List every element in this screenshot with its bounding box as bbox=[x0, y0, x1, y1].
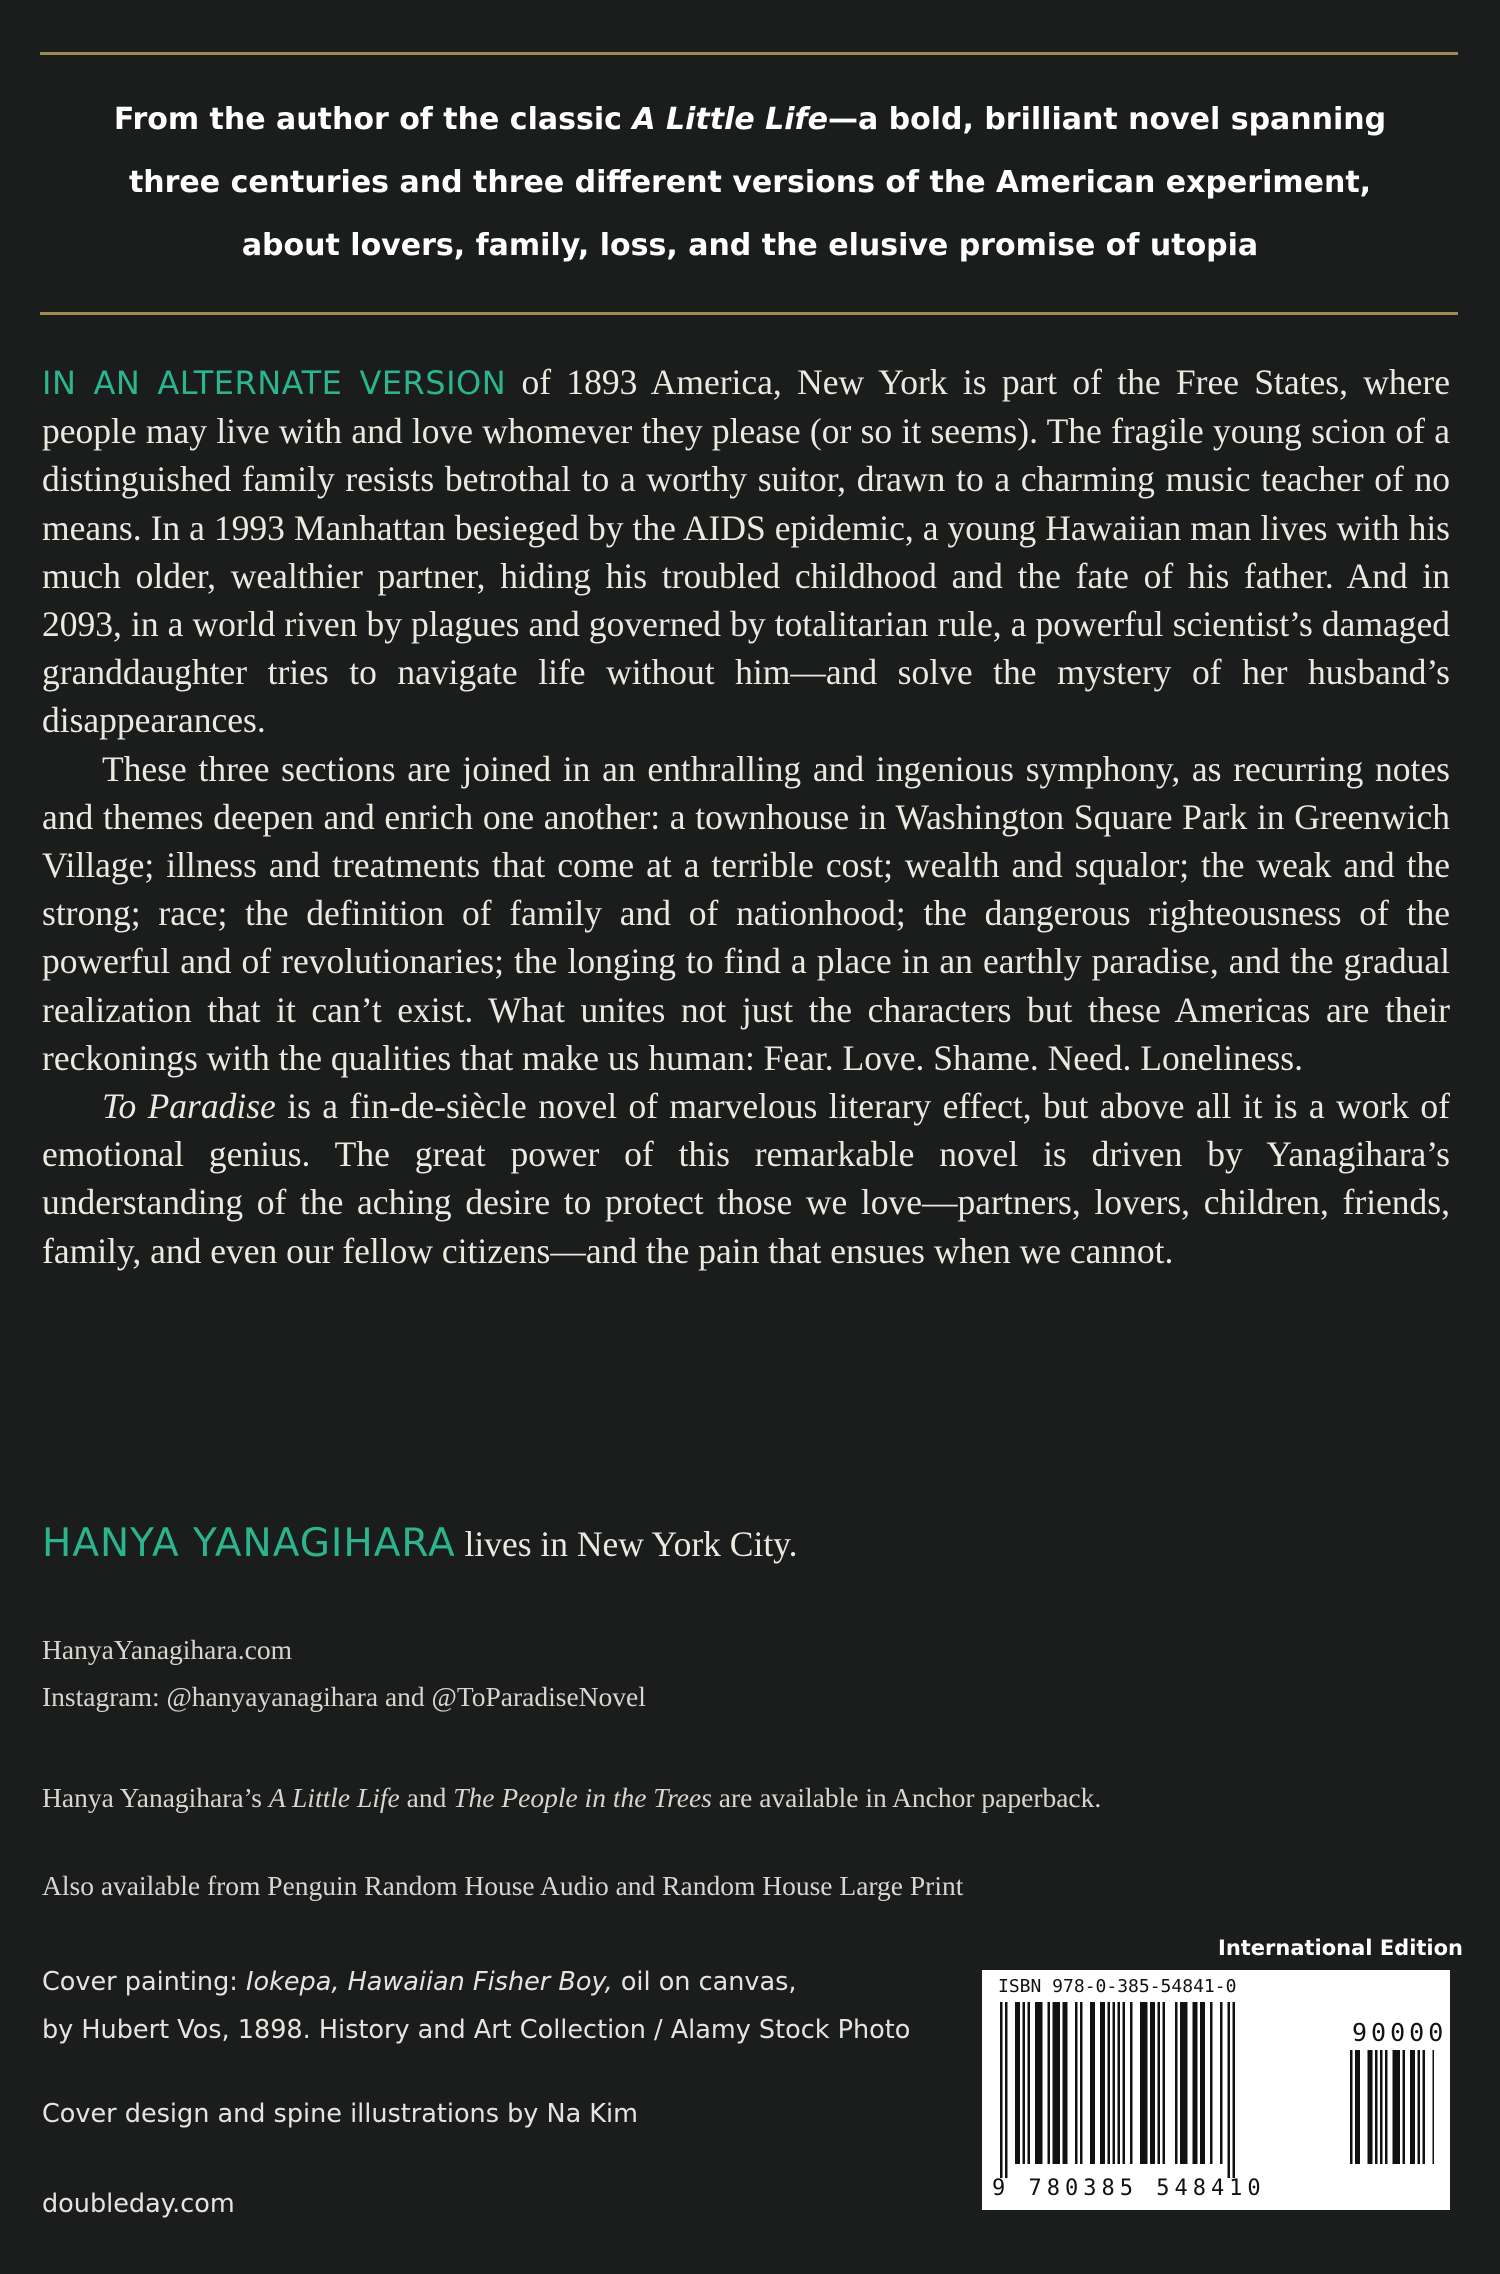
author-instagram: Instagram: @hanyayanagihara and @ToParadiseNovel bbox=[42, 1681, 646, 1712]
barcode-bar bbox=[1005, 2002, 1008, 2178]
tagline-line-2: three centuries and three different versions of the American experiment, bbox=[128, 165, 1372, 200]
price-code: 90000 bbox=[1352, 2018, 1448, 2047]
barcode-bar bbox=[1000, 2002, 1003, 2178]
description-paragraph-2: These three sections are joined in an enthralling and ingenious symphony, as recurring notes and themes deepen and enrich one another: a townhouse in Washington Square Park in Greenwich Village; illness and treatments that come at a terrible cost; wealth and squalor; the weak and the strong; race; the definition of family and of nationhood; the dangerous righteousness of the powerful and of revolutionaries; the longing to find a place in an earthly paradise, and the gradual realization that it can’t exist. What unites not just the characters but these Americas are their reckonings with the qualities that make us human: Fear. Love. Shame. Need. Loneliness. bbox=[42, 748, 1450, 1078]
tagline-book-title: A Little Life bbox=[632, 102, 828, 137]
barcode-bar bbox=[1130, 2002, 1133, 2164]
barcode-bar bbox=[1048, 2002, 1051, 2164]
barcode-bar bbox=[1368, 2050, 1373, 2164]
barcode-bar bbox=[1028, 2002, 1031, 2164]
barcode-bar bbox=[1350, 2050, 1353, 2164]
author-bio: HANYA YANAGIHARA lives in New York City. bbox=[42, 1521, 798, 1566]
book-description bbox=[42, 358, 1450, 1275]
barcode-bar bbox=[1140, 2002, 1148, 2164]
barcode-bar bbox=[1418, 2050, 1421, 2164]
barcode-bar bbox=[1200, 2002, 1205, 2164]
publisher-website: doubleday.com bbox=[42, 2189, 235, 2219]
cover-painting-credit-line-2: by Hubert Vos, 1898. History and Art Collection / Alamy Stock Photo bbox=[42, 2015, 911, 2045]
barcode-bar bbox=[1075, 2002, 1078, 2164]
edition-label: International Edition bbox=[1218, 1936, 1464, 1960]
barcode-bar bbox=[1180, 2002, 1188, 2164]
barcode-bar bbox=[1175, 2002, 1178, 2164]
barcode-bar bbox=[1163, 2002, 1166, 2164]
bottom-gold-rule bbox=[40, 312, 1458, 315]
price-addon-bars bbox=[1350, 2050, 1434, 2178]
also-available-note: Also available from Penguin Random House Audio and Random House Large Print bbox=[42, 1870, 964, 1901]
barcode-bar bbox=[1433, 2050, 1435, 2164]
description-lead: IN AN ALTERNATE VERSION bbox=[42, 364, 507, 402]
tagline bbox=[60, 88, 1440, 277]
ean-barcode-bars bbox=[1000, 2002, 1330, 2178]
author-website: HanyaYanagihara.com bbox=[42, 1634, 292, 1665]
barcode-bar bbox=[1035, 2002, 1043, 2164]
tagline-line-1: From the author of the classic A Little Life—a bold, brilliant novel spanning bbox=[113, 102, 1387, 137]
barcode-bar bbox=[1108, 2002, 1111, 2164]
barcode-bar bbox=[1063, 2002, 1068, 2164]
barcode-bar bbox=[1228, 2002, 1231, 2178]
barcode-bar bbox=[1403, 2050, 1406, 2164]
barcode-bar bbox=[1375, 2050, 1378, 2164]
tagline-line-3: about lovers, family, loss, and the elusive promise of utopia bbox=[241, 228, 1259, 263]
barcode-bar bbox=[1100, 2002, 1105, 2164]
author-name: HANYA YANAGIHARA bbox=[42, 1521, 456, 1566]
barcode-bar bbox=[1158, 2002, 1161, 2164]
cover-painting-credit bbox=[42, 1958, 910, 2054]
description-paragraph-1: IN AN ALTERNATE VERSION of 1893 America, New York is part of the Free States, where people may live with and love whomever they please (or so it seems). The fragile young scion of a distinguished family resists betrothal to a worthy suitor, drawn to a charming music teacher of no means. In a 1993 Manhattan besieged by the AIDS epidemic, a young Hawaiian man lives with his much older, wealthier partner, hiding his troubled childhood and the fate of his father. And in 2093, in a world riven by plagues and governed by totalitarian rule, a powerful scientist’s damaged granddaughter tries to navigate life without him—and solve the mystery of her husband’s disappearances. bbox=[42, 362, 1450, 741]
barcode-bar bbox=[1380, 2050, 1383, 2164]
barcode-bar bbox=[1355, 2050, 1360, 2164]
barcode-bar bbox=[1150, 2002, 1155, 2164]
book-title-italic: To Paradise bbox=[102, 1086, 276, 1127]
barcode-bar bbox=[1193, 2002, 1198, 2164]
cover-design-credit: Cover design and spine illustrations by Na Kim bbox=[42, 2099, 638, 2129]
barcode-bar bbox=[1123, 2002, 1126, 2164]
barcode bbox=[982, 1970, 1450, 2210]
isbn-number: ISBN 978-0-385-54841-0 bbox=[998, 1976, 1237, 1997]
barcode-bar bbox=[1023, 2002, 1026, 2164]
barcode-bar bbox=[1220, 2002, 1223, 2164]
description-paragraph-3: To Paradise is a fin-de-siècle novel of marvelous literary effect, but above all it is a work of emotional genius. The great power of this remarkable novel is driven by Yanagihara’s understanding of the aching desire to protect those we love—partners, lovers, children, friends, family, and even our fellow citizens—and the pain that ensues when we cannot. bbox=[42, 1086, 1450, 1271]
barcode-bar bbox=[1015, 2002, 1020, 2164]
barcode-bar bbox=[1410, 2050, 1415, 2164]
barcode-bar bbox=[1118, 2002, 1121, 2164]
barcode-bar bbox=[1090, 2002, 1095, 2164]
cover-painting-credit-line-1: Cover painting: Iokepa, Hawaiian Fisher Boy, oil on canvas, bbox=[42, 1967, 797, 1997]
other-books-note: Hanya Yanagihara’s A Little Life and The People in the Trees are available in Anchor paperback. bbox=[42, 1782, 1102, 1813]
barcode-bar bbox=[1385, 2050, 1388, 2164]
barcode-bar bbox=[1233, 2002, 1236, 2178]
barcode-digits: 9 780385 548410 bbox=[992, 2176, 1266, 2201]
barcode-bar bbox=[1053, 2002, 1061, 2164]
barcode-bar bbox=[1080, 2002, 1083, 2164]
barcode-bar bbox=[1423, 2050, 1426, 2164]
barcode-bar bbox=[1210, 2002, 1213, 2164]
barcode-bar bbox=[1393, 2050, 1401, 2164]
top-gold-rule bbox=[40, 52, 1458, 55]
barcode-bar bbox=[1113, 2002, 1116, 2164]
